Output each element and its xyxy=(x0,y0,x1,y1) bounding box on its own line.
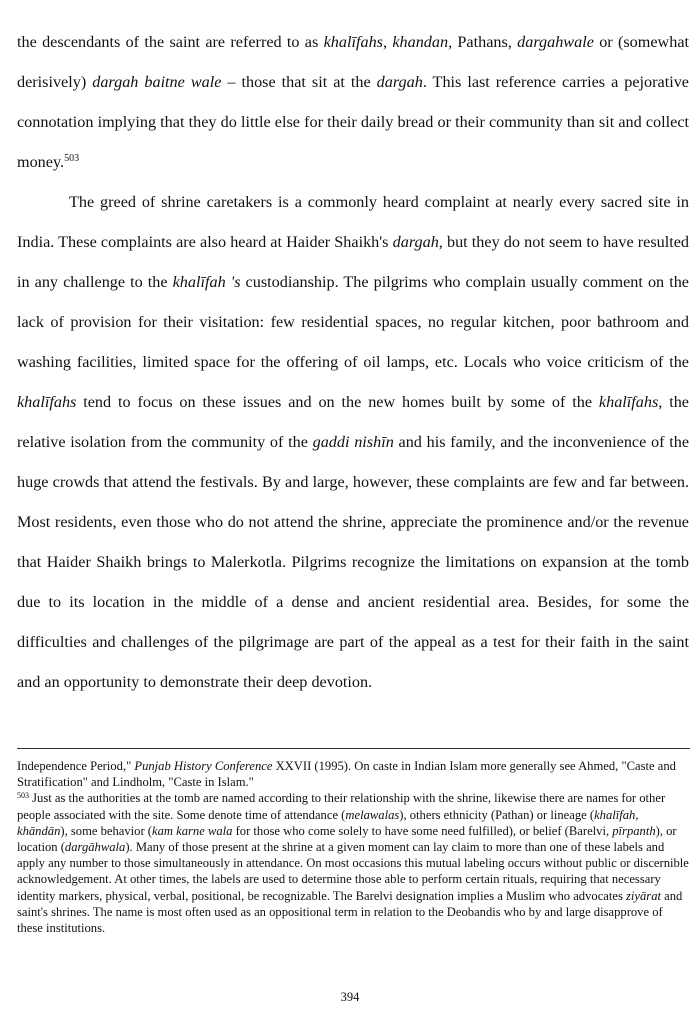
italic-term: kam karne wala xyxy=(152,823,233,838)
italic-term: khandan xyxy=(392,33,449,51)
text-run: XXVII (1995). On caste in Indian Islam more generally see Ahmed, "Caste and Stratification" and Lindholm, "Caste in Islam." xyxy=(17,759,676,790)
text-run: and saint's shrines. The name is most often used as an oppositional term in relation to the Deobandis who by and large disapprove of these institutions. xyxy=(17,888,683,936)
italic-term: Punjab History Conference xyxy=(134,759,273,773)
text-run: ). Many of those present at the shrine at a given moment can lay claim to more than one of these labels and apply any number to those simultaneously in attendance. On most occasions this mutual labeling occurs without public or discernible acknowledgement. At other times, the labels are used to determine those able to perform certain rituals, requiring that necessary identity markers, physical, verbal, positional, be recognizable. The Barelvi designation implies a Muslim who advocates xyxy=(17,840,689,903)
text-run: – those that sit at the xyxy=(221,73,377,91)
text-run: ), some behavior ( xyxy=(60,823,152,838)
italic-term: dargah xyxy=(376,73,423,91)
italic-term: pīrpanth xyxy=(612,823,656,838)
italic-term: khalīfah, khāndān xyxy=(17,807,639,838)
italic-term: khalīfah 's xyxy=(172,273,241,291)
paragraph-2 xyxy=(17,182,689,702)
text-run: , Pathans, xyxy=(448,33,518,51)
footnote-separator xyxy=(17,748,690,749)
text-run: Independence Period," xyxy=(17,759,135,773)
text-run: Just as the authorities at the tomb are named according to their relationship with the shrine, likewise there are names for other people associated with the site. Some denote time of attendance ( xyxy=(17,791,666,822)
text-run: custodianship. The pilgrims who complain usually comment on the lack of provision for their visitation: few residential spaces, no regular kitchen, poor bathroom and washing facilities, limited space for the offering of oil lamps, etc. Locals who voice criticism of the xyxy=(17,273,689,371)
text-run: . This last reference carries a pejorative connotation implying that they do little else for their daily bread or their community than sit and collect money. xyxy=(17,73,689,171)
footnote-marker: 503 xyxy=(64,153,80,164)
footnotes xyxy=(17,758,690,936)
italic-term: gaddi nishīn xyxy=(312,433,394,451)
body-text xyxy=(17,22,689,702)
italic-term: dargahwale xyxy=(517,33,594,51)
italic-term: dargāhwala xyxy=(64,840,126,855)
text-run: , the relative isolation from the community of the xyxy=(17,393,689,451)
text-run: , xyxy=(382,33,393,51)
italic-term: khalīfahs xyxy=(17,393,77,411)
italic-term: khalīfahs xyxy=(323,33,383,51)
text-run: ), others ethnicity (Pathan) or lineage ( xyxy=(399,807,595,822)
paragraph-1 xyxy=(17,22,689,182)
italic-term: dargah baitne wale xyxy=(92,73,222,91)
footnote-continued xyxy=(17,758,690,790)
text-run: for those who come solely to have some need fulfilled), or belief (Barelvi, xyxy=(232,823,613,838)
text-run: , but they do not seem to have resulted in any challenge to the xyxy=(17,233,690,291)
italic-term: melawalas xyxy=(345,807,400,822)
text-run: The greed of shrine caretakers is a commonly heard complaint at nearly every sacred site in India. These complaints are also heard at Haider Shaikh's xyxy=(17,193,689,251)
footnote-marker: 503 xyxy=(17,791,29,801)
italic-term: khalīfahs xyxy=(598,393,659,411)
text-run: or (somewhat derisively) xyxy=(17,33,690,91)
text-run: and his family, and the inconvenience of the huge crowds that attend the festivals. By and large, however, these complaints are few and far between. Most residents, even those who do not attend the shrine, appreciate the prominence and/or the revenue that Haider Shaikh brings to Malerkotla. Pilgrims recognize the limitations on expansion at the tomb due to its location in the middle of a dense and ancient residential area. Besides, for some the difficulties and challenges of the pilgrimage are part of the appeal as a test for their faith in the saint and an opportunity to demonstrate their deep devotion. xyxy=(17,433,690,691)
text-run: ), or location ( xyxy=(17,823,677,855)
footnote-503 xyxy=(17,790,690,936)
italic-term: dargah xyxy=(392,233,439,251)
italic-term: ziyārat xyxy=(626,888,661,903)
page-number: 394 xyxy=(340,990,360,1004)
text-run: the descendants of the saint are referred to as xyxy=(17,33,324,51)
text-run: tend to focus on these issues and on the new homes built by some of the xyxy=(76,393,599,411)
